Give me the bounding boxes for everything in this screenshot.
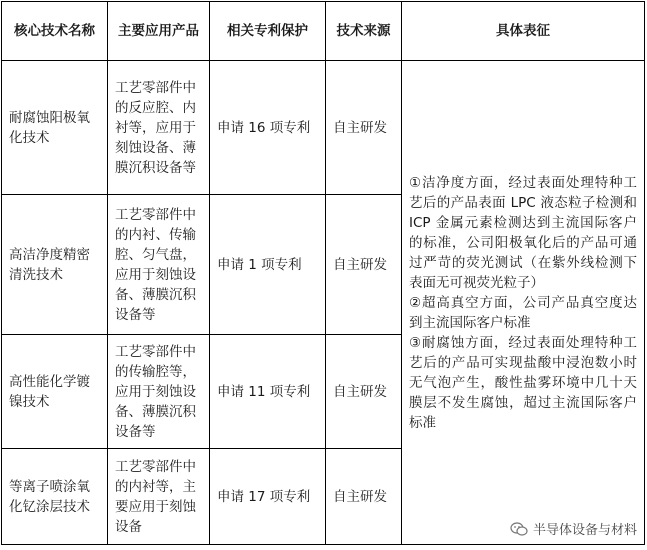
tech-name-cell: 高性能化学镀镍技术	[2, 335, 108, 449]
table-row	[2, 61, 645, 195]
product-cell: 工艺零部件中的反应腔、内衬等，应用于刻蚀设备、薄膜沉积设备等	[108, 61, 210, 195]
header-main-product: 主要应用产品	[108, 2, 210, 61]
patent-cell: 申请 1 项专利	[210, 195, 326, 335]
table-header-row	[2, 2, 645, 61]
header-tech-name: 核心技术名称	[2, 2, 108, 61]
source-cell: 自主研发	[326, 449, 402, 545]
tech-name-cell: 高洁净度精密清洗技术	[2, 195, 108, 335]
patent-cell: 申请 17 项专利	[210, 449, 326, 545]
product-cell: 工艺零部件中的传输腔等，应用于刻蚀设备、薄膜沉积设备等	[108, 335, 210, 449]
product-cell: 工艺零部件中的内衬、传输腔、匀气盘，应用于刻蚀设备、薄膜沉积设备等	[108, 195, 210, 335]
tech-name-cell: 等离子喷涂氧化钇涂层技术	[2, 449, 108, 545]
patent-cell: 申请 16 项专利	[210, 61, 326, 195]
source-cell: 自主研发	[326, 195, 402, 335]
feature-cell	[402, 61, 645, 545]
feature-cleanliness: ①洁净度方面，经过表面处理特种工艺后的产品表面 LPC 液态粒子检测和 ICP 金属元素检测达到主流国际客户的标准，公司阳极氧化后的产品可通过严苛的荧光测试（在紫外线检测下表面无可视荧光粒子）	[409, 174, 637, 291]
source-cell: 自主研发	[326, 61, 402, 195]
header-source: 技术来源	[326, 2, 402, 61]
feature-vacuum: ②超高真空方面，公司产品真空度达到主流国际客户标准	[409, 294, 637, 331]
patent-cell: 申请 11 项专利	[210, 335, 326, 449]
source-cell: 自主研发	[326, 335, 402, 449]
tech-name-cell: 耐腐蚀阳极氧化技术	[2, 61, 108, 195]
wechat-icon	[510, 522, 528, 536]
core-technology-table	[1, 1, 645, 545]
product-cell: 工艺零部件中的内衬等，主要应用于刻蚀设备	[108, 449, 210, 545]
feature-corrosion: ③耐腐蚀方面，经过表面处理特种工艺后的产品可实现盐酸中浸泡数小时无气泡产生，酸性盐雾环境中几十天膜层不发生腐蚀，超过主流国际客户标准	[409, 334, 637, 431]
watermark-text: 半导体设备与材料	[532, 523, 637, 538]
wechat-watermark	[510, 519, 637, 538]
header-patent: 相关专利保护	[210, 2, 326, 61]
header-feature: 具体表征	[402, 2, 645, 61]
